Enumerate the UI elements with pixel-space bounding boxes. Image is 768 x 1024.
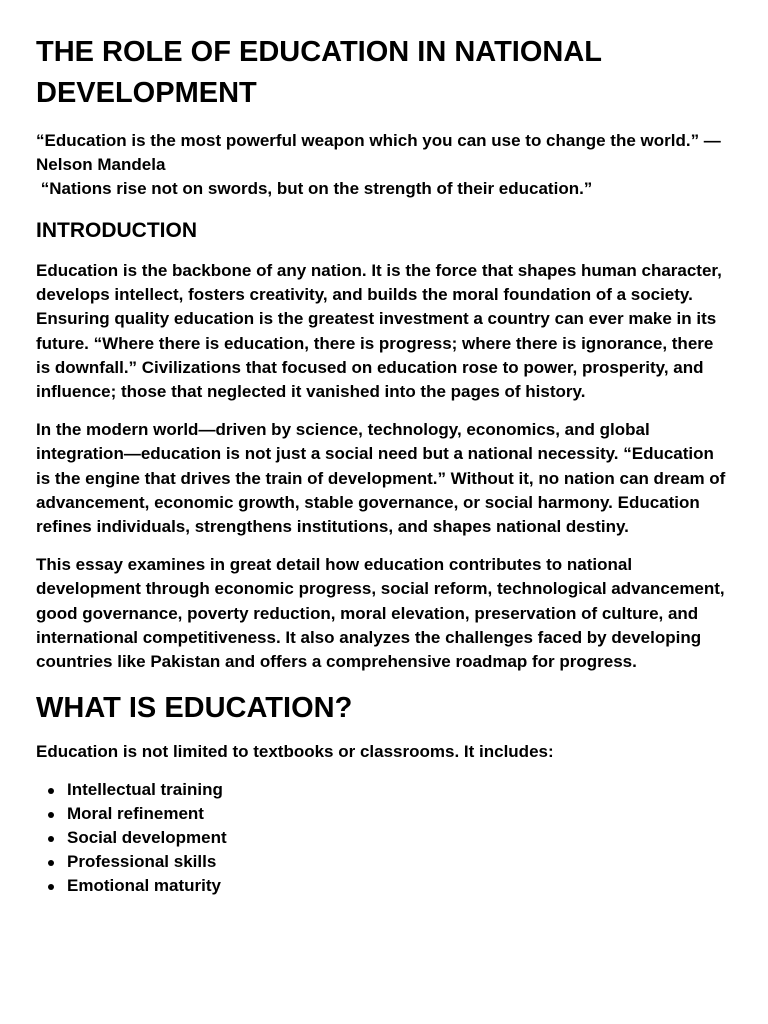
list-item-text: Intellectual training <box>67 780 223 800</box>
document-title: THE ROLE OF EDUCATION IN NATIONAL DEVELOPMENT <box>36 36 602 109</box>
introduction-paragraph-3: This essay examines in great detail how education contributes to national development through economic progress, social reform, technological advancement, good governance, poverty reduction, moral elevation, preservation of culture, and international competitiveness. It also analyzes the challenges faced by developing countries like Pakistan and offers a comprehensive roadmap for progress. <box>36 555 725 672</box>
education-components-list <box>36 778 732 898</box>
bullet-icon <box>48 812 54 818</box>
bullet-icon <box>48 788 54 794</box>
list-item <box>36 778 732 802</box>
list-item-text: Professional skills <box>67 852 217 872</box>
bullet-icon <box>48 884 54 890</box>
quote-mandela: “Education is the most powerful weapon which you can use to change the world.” — Nelson Mandela <box>36 131 726 174</box>
list-item-text: Social development <box>67 828 227 848</box>
list-item-text: Moral refinement <box>67 804 204 824</box>
quote-nations: “Nations rise not on swords, but on the strength of their education.” <box>36 179 593 198</box>
list-item <box>36 874 732 898</box>
epigraph-quotes <box>36 129 732 201</box>
bullet-icon <box>48 836 54 842</box>
introduction-paragraph-1: Education is the backbone of any nation. It is the force that shapes human character, develops intellect, fosters creativity, and builds the moral foundation of a society. Ensuring quality education is the greatest investment a country can ever make in its future. “Where there is education, there is progress; where there is ignorance, there is downfall.” Civilizations that focused on education rose to power, prosperity, and influence; those that neglected it vanished into the pages of history. <box>36 261 722 402</box>
list-item <box>36 850 732 874</box>
what-is-education-heading: WHAT IS EDUCATION? <box>36 692 353 725</box>
list-item <box>36 802 732 826</box>
introduction-heading: INTRODUCTION <box>36 219 197 242</box>
bullet-icon <box>48 860 54 866</box>
introduction-paragraph-2: In the modern world—driven by science, technology, economics, and global integration—education is not just a social need but a national necessity. “Education is the engine that drives the train of development.” Without it, no nation can dream of advancement, economic growth, stable governance, or social harmony. Education refines individuals, strengthens institutions, and shapes national destiny. <box>36 420 726 537</box>
list-item <box>36 826 732 850</box>
list-item-text: Emotional maturity <box>67 876 221 896</box>
what-is-education-lead: Education is not limited to textbooks or classrooms. It includes: <box>36 742 554 762</box>
